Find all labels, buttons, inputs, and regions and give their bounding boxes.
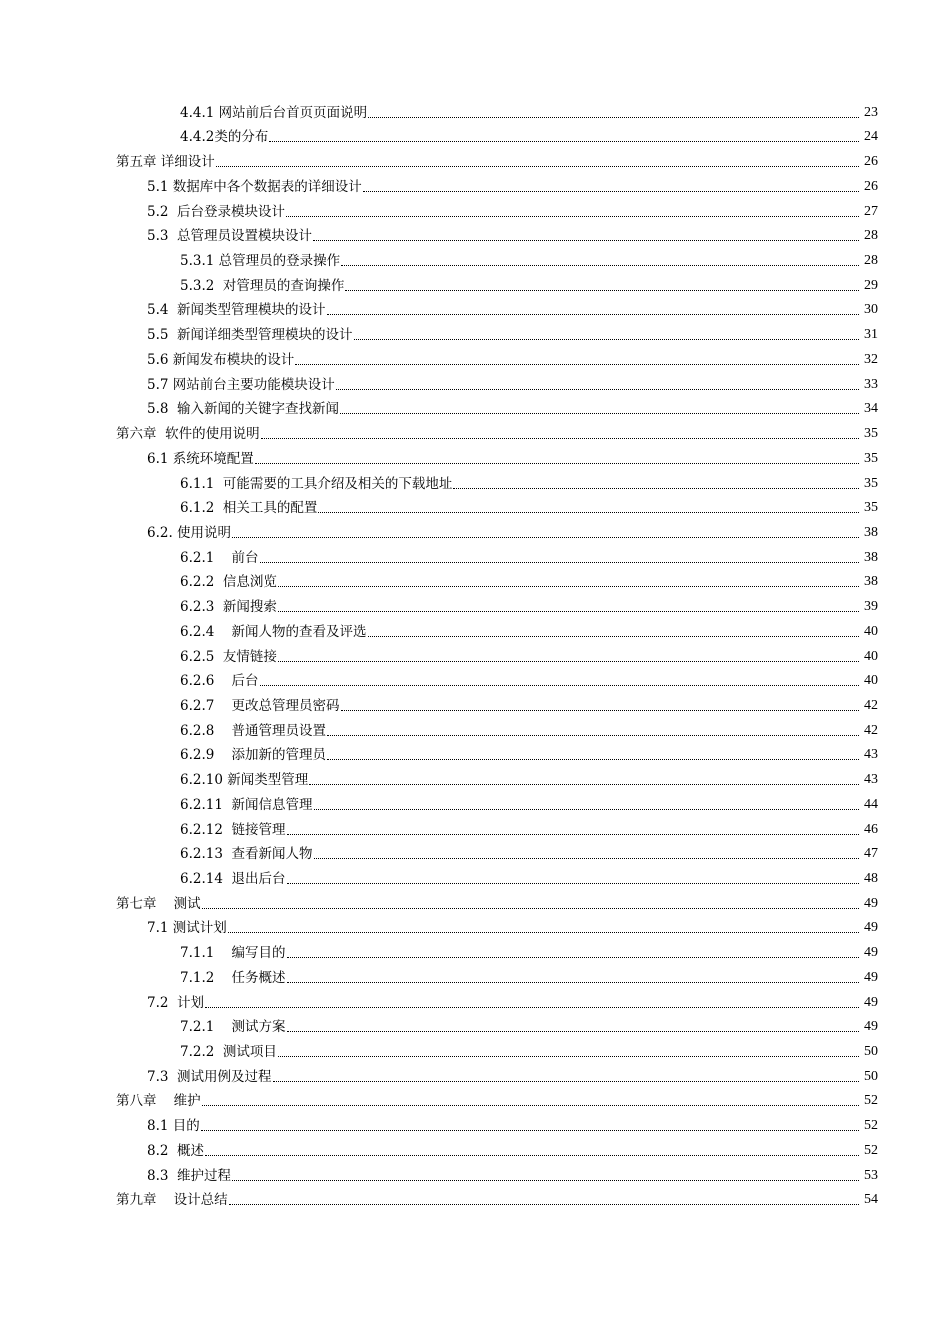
toc-entry-title: 5.6 新闻发布模块的设计 xyxy=(147,351,295,368)
toc-entry[interactable] xyxy=(0,396,950,421)
dot-leader xyxy=(205,1155,859,1156)
toc-entry[interactable] xyxy=(0,321,950,346)
toc-entry-title: 第九章 设计总结 xyxy=(116,1192,228,1209)
toc-entry-page-number: 54 xyxy=(864,1192,878,1208)
toc-entry[interactable] xyxy=(0,1137,950,1162)
toc-entry-title: 6.2. 使用说明 xyxy=(147,524,232,541)
toc-entry[interactable] xyxy=(0,766,950,791)
toc-entry-page-number: 43 xyxy=(864,772,878,788)
dot-leader xyxy=(287,982,859,983)
dot-leader xyxy=(278,586,859,587)
toc-entry-page-number: 48 xyxy=(864,871,878,886)
dot-leader xyxy=(260,562,859,563)
toc-entry-page-number: 24 xyxy=(864,129,878,145)
toc-entry[interactable] xyxy=(0,791,950,816)
toc-entry-page-number: 44 xyxy=(864,796,878,812)
toc-entry-title: 5.3 总管理员设置模块设计 xyxy=(147,228,313,245)
toc-entry[interactable] xyxy=(0,420,950,445)
toc-entry-page-number: 50 xyxy=(864,1044,878,1060)
dot-leader xyxy=(202,908,859,909)
toc-entry-title: 5.7 网站前台主要功能模块设计 xyxy=(147,376,335,393)
toc-entry-page-number: 28 xyxy=(864,253,878,269)
toc-entry-title: 6.2.13 查看新闻人物 xyxy=(180,846,313,863)
toc-entry-page-number: 49 xyxy=(864,1019,878,1035)
dot-leader xyxy=(295,364,859,365)
toc-entry-title: 5.1 数据库中各个数据表的详细设计 xyxy=(147,178,362,195)
toc-entry[interactable] xyxy=(0,593,950,618)
toc-entry-page-number: 40 xyxy=(864,673,878,689)
toc-entry[interactable] xyxy=(0,247,950,272)
dot-leader xyxy=(201,1130,859,1131)
toc-entry-page-number: 30 xyxy=(864,302,878,318)
toc-entry[interactable] xyxy=(0,519,950,544)
toc-entry-title: 6.2.6 后台 xyxy=(180,673,259,690)
toc-entry-title: 4.4.1 网站前后台首页页面说明 xyxy=(180,104,368,121)
toc-entry-title: 7.2.2 测试项目 xyxy=(180,1044,277,1061)
dot-leader xyxy=(261,438,859,439)
toc-entry[interactable] xyxy=(0,1112,950,1137)
toc-entry-title: 5.8 输入新闻的关键字查找新闻 xyxy=(147,401,340,418)
toc-entry-page-number: 52 xyxy=(864,1093,878,1109)
toc-entry-title: 6.2.8 普通管理员设置 xyxy=(180,722,327,739)
dot-leader xyxy=(453,488,859,489)
dot-leader xyxy=(232,537,859,538)
toc-entry[interactable] xyxy=(0,445,950,470)
toc-entry-title: 第五章 详细设计 xyxy=(116,154,215,171)
toc-entry-page-number: 31 xyxy=(864,327,878,343)
dot-leader xyxy=(318,512,859,513)
toc-entry-title: 8.1 目的 xyxy=(147,1118,200,1135)
toc-entry[interactable] xyxy=(0,939,950,964)
toc-entry[interactable] xyxy=(0,742,950,767)
toc-entry-page-number: 52 xyxy=(864,1142,878,1158)
toc-entry-page-number: 49 xyxy=(864,945,878,961)
toc-entry-page-number: 38 xyxy=(864,549,878,565)
toc-entry-page-number: 34 xyxy=(864,401,878,417)
toc-entry-page-number: 33 xyxy=(864,376,878,392)
toc-entry-title: 7.1 测试计划 xyxy=(147,920,227,937)
toc-entry-page-number: 35 xyxy=(864,450,878,466)
toc-entry-page-number: 49 xyxy=(864,895,878,911)
dot-leader xyxy=(314,809,859,810)
toc-entry[interactable] xyxy=(0,717,950,742)
toc-entry[interactable] xyxy=(0,470,950,495)
toc-entry[interactable] xyxy=(0,544,950,569)
toc-entry-title: 5.4 新闻类型管理模块的设计 xyxy=(147,302,326,319)
toc-entry-page-number: 35 xyxy=(864,500,878,516)
dot-leader xyxy=(354,339,859,340)
dot-leader xyxy=(273,1081,859,1082)
toc-entry-page-number: 47 xyxy=(864,846,878,862)
toc-entry-page-number: 27 xyxy=(864,203,878,219)
toc-entry-page-number: 40 xyxy=(864,623,878,639)
toc-entry[interactable] xyxy=(0,1038,950,1063)
toc-entry-page-number: 26 xyxy=(864,154,878,170)
toc-entry-page-number: 49 xyxy=(864,920,878,936)
toc-entry[interactable] xyxy=(0,915,950,940)
toc-entry[interactable] xyxy=(0,668,950,693)
dot-leader xyxy=(216,166,859,167)
dot-leader xyxy=(287,1031,859,1032)
toc-entry-title: 6.1.2 相关工具的配置 xyxy=(180,500,318,517)
toc-entry-page-number: 38 xyxy=(864,524,878,540)
dot-leader xyxy=(368,117,859,118)
toc-entry[interactable] xyxy=(0,569,950,594)
toc-entry-page-number: 53 xyxy=(864,1167,878,1183)
toc-entry-title: 7.2 计划 xyxy=(147,994,205,1011)
toc-entry-title: 6.2.9 添加新的管理员 xyxy=(180,747,327,764)
toc-entry[interactable] xyxy=(0,1088,950,1113)
toc-entry-page-number: 40 xyxy=(864,648,878,664)
dot-leader xyxy=(327,735,859,736)
toc-entry[interactable] xyxy=(0,1187,950,1212)
toc-entry-page-number: 46 xyxy=(864,821,878,837)
toc-entry-title: 6.2.3 新闻搜索 xyxy=(180,599,277,616)
dot-leader xyxy=(278,611,859,612)
dot-leader xyxy=(286,216,859,217)
toc-entry-title: 8.3 维护过程 xyxy=(147,1167,232,1184)
dot-leader xyxy=(278,661,859,662)
toc-entry-page-number: 39 xyxy=(864,599,878,615)
table-of-contents xyxy=(0,99,950,1211)
toc-entry[interactable] xyxy=(0,148,950,173)
dot-leader xyxy=(260,685,859,686)
dot-leader xyxy=(336,389,859,390)
toc-entry-title: 7.1.1 编写目的 xyxy=(180,945,286,962)
toc-entry-title: 6.2.2 信息浏览 xyxy=(180,574,277,591)
toc-entry-title: 6.2.10 新闻类型管理 xyxy=(180,772,309,789)
toc-entry[interactable] xyxy=(0,1014,950,1039)
dot-leader xyxy=(340,413,859,414)
toc-entry-title: 6.2.5 友情链接 xyxy=(180,648,277,665)
toc-entry[interactable] xyxy=(0,1063,950,1088)
toc-entry[interactable] xyxy=(0,964,950,989)
toc-entry-page-number: 49 xyxy=(864,994,878,1010)
toc-entry-page-number: 28 xyxy=(864,228,878,244)
toc-entry[interactable] xyxy=(0,173,950,198)
toc-entry-title: 5.3.1 总管理员的登录操作 xyxy=(180,253,341,270)
dot-leader xyxy=(287,834,859,835)
toc-entry-page-number: 35 xyxy=(864,475,878,491)
toc-entry[interactable] xyxy=(0,99,950,124)
toc-entry[interactable] xyxy=(0,692,950,717)
toc-entry-title: 6.1.1 可能需要的工具介绍及相关的下载地址 xyxy=(180,475,453,492)
toc-entry-page-number: 49 xyxy=(864,969,878,985)
toc-entry-title: 6.1 系统环境配置 xyxy=(147,450,254,467)
toc-entry[interactable] xyxy=(0,618,950,643)
toc-entry-page-number: 35 xyxy=(864,426,878,442)
toc-entry-title: 7.2.1 测试方案 xyxy=(180,1019,286,1036)
toc-entry[interactable] xyxy=(0,371,950,396)
toc-entry-title: 7.3 测试用例及过程 xyxy=(147,1068,272,1085)
dot-leader xyxy=(341,710,859,711)
toc-entry-page-number: 43 xyxy=(864,747,878,763)
toc-entry[interactable] xyxy=(0,495,950,520)
toc-entry-title: 8.2 概述 xyxy=(147,1142,205,1159)
toc-entry[interactable] xyxy=(0,346,950,371)
dot-leader xyxy=(368,636,859,637)
dot-leader xyxy=(205,1007,859,1008)
dot-leader xyxy=(314,858,859,859)
dot-leader xyxy=(309,784,859,785)
toc-entry-title: 第八章 维护 xyxy=(116,1093,201,1110)
dot-leader xyxy=(202,1105,859,1106)
toc-entry-title: 5.3.2 对管理员的查询操作 xyxy=(180,277,345,294)
toc-entry-title: 4.4.2类的分布 xyxy=(180,129,269,146)
toc-entry-title: 7.1.2 任务概述 xyxy=(180,969,286,986)
toc-entry[interactable] xyxy=(0,890,950,915)
dot-leader xyxy=(255,463,859,464)
dot-leader xyxy=(345,290,859,291)
dot-leader xyxy=(287,957,859,958)
toc-entry-page-number: 50 xyxy=(864,1068,878,1084)
toc-entry-page-number: 38 xyxy=(864,574,878,590)
dot-leader xyxy=(229,1204,859,1205)
toc-entry-page-number: 23 xyxy=(864,104,878,120)
toc-entry-title: 6.2.1 前台 xyxy=(180,549,259,566)
toc-entry-page-number: 42 xyxy=(864,722,878,738)
toc-entry-title: 6.2.7 更改总管理员密码 xyxy=(180,697,340,714)
toc-entry-title: 6.2.12 链接管理 xyxy=(180,821,286,838)
toc-entry[interactable] xyxy=(0,124,950,149)
dot-leader xyxy=(341,265,859,266)
toc-entry[interactable] xyxy=(0,989,950,1014)
toc-entry-page-number: 42 xyxy=(864,697,878,713)
toc-entry-title: 6.2.11 新闻信息管理 xyxy=(180,796,313,813)
toc-entry[interactable] xyxy=(0,865,950,890)
toc-entry-title: 5.5 新闻详细类型管理模块的设计 xyxy=(147,327,353,344)
toc-entry-title: 5.2 后台登录模块设计 xyxy=(147,203,286,220)
toc-entry-title: 第七章 测试 xyxy=(116,895,201,912)
toc-entry[interactable] xyxy=(0,643,950,668)
dot-leader xyxy=(363,191,859,192)
dot-leader xyxy=(232,1180,859,1181)
toc-entry-title: 6.2.4 新闻人物的查看及评选 xyxy=(180,623,367,640)
dot-leader xyxy=(228,932,859,933)
toc-entry[interactable] xyxy=(0,223,950,248)
toc-entry[interactable] xyxy=(0,272,950,297)
dot-leader xyxy=(327,314,859,315)
toc-entry[interactable] xyxy=(0,1162,950,1187)
toc-entry-page-number: 26 xyxy=(864,178,878,194)
toc-entry[interactable] xyxy=(0,198,950,223)
dot-leader xyxy=(327,759,859,760)
toc-entry-page-number: 32 xyxy=(864,351,878,367)
dot-leader xyxy=(269,141,859,142)
toc-entry[interactable] xyxy=(0,297,950,322)
dot-leader xyxy=(313,240,859,241)
toc-entry-page-number: 29 xyxy=(864,277,878,293)
toc-entry-title: 6.2.14 退出后台 xyxy=(180,871,286,887)
toc-entry[interactable] xyxy=(0,816,950,841)
dot-leader xyxy=(287,883,859,884)
toc-entry-title: 第六章 软件的使用说明 xyxy=(116,426,260,443)
toc-entry-page-number: 52 xyxy=(864,1118,878,1134)
toc-entry[interactable] xyxy=(0,841,950,866)
dot-leader xyxy=(278,1056,859,1057)
